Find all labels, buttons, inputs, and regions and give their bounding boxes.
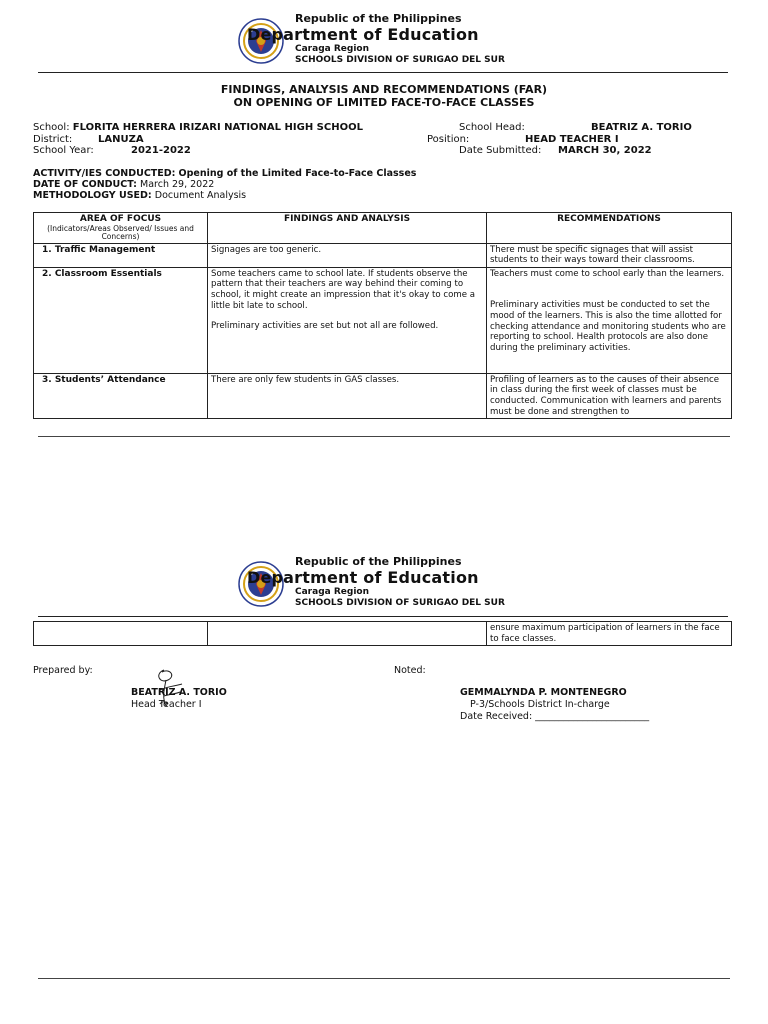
noted-label: Noted: (394, 665, 426, 676)
region-label: Caraga Region (295, 44, 369, 54)
methodology-label: METHODOLOGY USED: (33, 190, 152, 201)
school-label: School: (33, 122, 70, 133)
table-row (34, 267, 732, 373)
school-head-value: BEATRIZ A. TORIO (591, 122, 692, 133)
date-of-conduct-row (33, 179, 214, 190)
report-title: FINDINGS, ANALYSIS AND RECOMMENDATIONS (FAR) (220, 83, 548, 96)
findings-header: FINDINGS AND ANALYSIS (208, 213, 487, 244)
district-label: District: (33, 134, 73, 145)
school-value: FLORITA HERRERA IRIZARI NATIONAL HIGH SCHOOL (72, 122, 363, 133)
department-title: Department of Education (247, 568, 479, 587)
activity-label: ACTIVITY/IES CONDUCTED: (33, 168, 176, 179)
header-divider (38, 72, 728, 73)
republic-title: Republic of the Philippines (295, 555, 462, 568)
page-footer-divider (38, 978, 730, 979)
findings-cell (208, 622, 487, 646)
department-title: Department of Education (247, 25, 479, 44)
findings-cell: Signages are too generic. (208, 243, 487, 267)
date-of-conduct-label: DATE OF CONDUCT: (33, 179, 137, 190)
table-header-row (34, 213, 732, 244)
division-label: SCHOOLS DIVISION OF SURIGAO DEL SUR (295, 598, 505, 608)
area-cell (34, 622, 208, 646)
district-value: LANUZA (98, 134, 144, 145)
findings-text: Some teachers came to school late. If students observe the pattern that their teachers are way behind their coming to school, it might create an impression that it's okay to come a little bit late to school. (211, 268, 476, 311)
school-year-value: 2021-2022 (131, 145, 191, 156)
position-label: Position: (427, 134, 470, 145)
recommendations-header: RECOMMENDATIONS (487, 213, 732, 244)
date-received-label: Date Received: ________________________ (460, 711, 650, 722)
recommendations-cell (487, 267, 732, 373)
area-of-focus-header: AREA OF FOCUS (Indicators/Areas Observed/ Issues and Concerns) (34, 213, 208, 244)
school-row (33, 122, 363, 133)
noted-position: P-3/Schools District In-charge (470, 699, 610, 710)
school-head-label: School Head: (459, 122, 525, 133)
header-divider (38, 616, 728, 617)
area-cell: 2. Classroom Essentials (34, 267, 208, 373)
table-row (34, 373, 732, 418)
recommendations-cell: Profiling of learners as to the causes of their absence in class during the first week of classes must be conducted. Communication with learners and parents must be done and strengthen to (487, 373, 732, 418)
area-cell: 3. Students’ Attendance (34, 373, 208, 418)
recommendations-cell: There must be specific signages that will assist students to their ways toward their classrooms. (487, 243, 732, 267)
activity-row (33, 168, 416, 179)
findings-text: Preliminary activities are set but not all are followed. (211, 321, 439, 332)
division-label: SCHOOLS DIVISION OF SURIGAO DEL SUR (295, 55, 505, 65)
recommendations-text: Teachers must come to school early than the learners. (490, 268, 725, 279)
table-row (34, 243, 732, 267)
position-value: HEAD TEACHER I (525, 134, 619, 145)
far-table (33, 212, 732, 419)
findings-cell (208, 267, 487, 373)
noted-name: GEMMALYNDA P. MONTENEGRO (460, 687, 627, 698)
area-of-focus-subheader: (Indicators/Areas Observed/ Issues and Concerns) (47, 223, 194, 242)
prepared-by-label: Prepared by: (33, 665, 93, 676)
date-submitted-value: MARCH 30, 2022 (558, 145, 652, 156)
methodology-value: Document Analysis (154, 190, 247, 201)
region-label: Caraga Region (295, 587, 369, 597)
table-row (34, 622, 732, 646)
prepared-by-position: Head Teacher I (131, 699, 202, 710)
date-of-conduct-value: March 29, 2022 (140, 179, 215, 190)
findings-cell: There are only few students in GAS classes. (208, 373, 487, 418)
far-table-continued (33, 621, 732, 646)
methodology-row (33, 190, 246, 201)
recommendations-cell: ensure maximum participation of learners in the face to face classes. (487, 622, 732, 646)
report-subtitle: ON OPENING OF LIMITED FACE-TO-FACE CLASSES (233, 96, 535, 109)
page-footer-divider (38, 436, 730, 437)
date-submitted-label: Date Submitted: (459, 145, 542, 156)
recommendations-text: Preliminary activities must be conducted to set the mood of the learners. This is also the time allotted for checking attendance and monitoring students who are reporting to school. Health protocols are also done during the preliminary activities. (490, 300, 726, 353)
school-year-label: School Year: (33, 145, 94, 156)
prepared-by-name: BEATRIZ A. TORIO (131, 687, 227, 698)
activity-value: Opening of the Limited Face-to-Face Classes (178, 168, 417, 179)
republic-title: Republic of the Philippines (295, 12, 462, 25)
area-cell: 1. Traffic Management (34, 243, 208, 267)
